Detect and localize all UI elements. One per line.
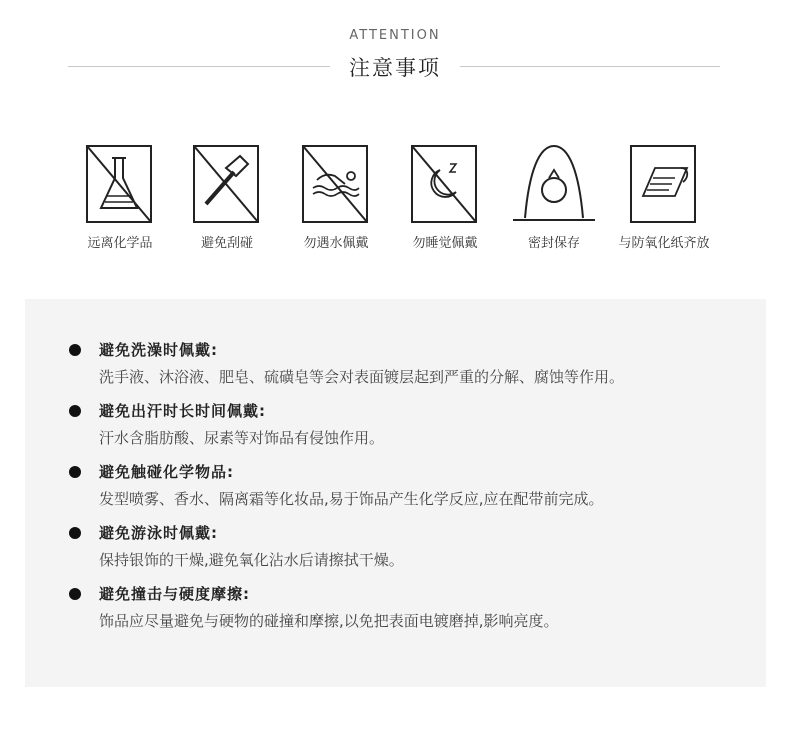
icon-label: 与防氧化纸齐放 [618,236,710,251]
paper-roll-icon [629,142,699,224]
bullet-icon [69,588,81,600]
icon-label: 远离化学品 [87,236,153,251]
note-item [69,461,749,509]
note-title: 避免撞击与硬度摩擦: [99,585,250,603]
note-title-wrap [69,339,749,361]
icon-label: 勿遇水佩戴 [303,236,369,251]
header-title-en: ATTENTION [349,28,441,43]
bullet-icon [69,344,81,356]
note-description: 饰品应尽量避免与硬物的碰撞和摩擦,以免把表面电镀磨掉,影响亮度。 [99,612,559,630]
swimmer-icon [301,142,371,224]
header-divider-right [460,66,720,67]
care-notes-panel [25,299,766,687]
ring-bag-icon [509,142,599,224]
note-item [69,583,749,631]
note-title-wrap [69,522,749,544]
note-title-wrap [69,400,749,422]
note-title: 避免洗澡时佩戴: [99,341,218,359]
note-description: 保持银饰的干燥,避免氧化沾水后请擦拭干燥。 [99,551,404,569]
note-title: 避免触碰化学物品: [99,463,234,481]
flask-icon [85,142,155,224]
icon-label: 勿睡觉佩戴 [412,236,478,251]
icon-label: 密封保存 [527,236,580,251]
note-title: 避免游泳时佩戴: [99,524,218,542]
note-title-wrap [69,461,749,483]
note-item [69,522,749,570]
hammer-icon [192,142,262,224]
icon-item-antioxidant-paper [599,142,729,251]
note-description: 洗手液、沐浴液、肥皂、硫磺皂等会对表面镀层起到严重的分解、腐蚀等作用。 [99,368,625,386]
note-item [69,339,749,387]
header-title-zh: 注意事项 [349,56,441,80]
bullet-icon [69,527,81,539]
note-title-wrap [69,583,749,605]
note-title: 避免出汗时长时间佩戴: [99,402,266,420]
bullet-icon [69,405,81,417]
bullet-icon [69,466,81,478]
care-icons-row [0,142,790,262]
note-description: 发型喷雾、香水、隔离霜等化妆品,易于饰品产生化学反应,应在配带前完成。 [99,490,604,508]
icon-label: 避免刮碰 [200,236,253,251]
sleep-moon-icon [410,142,480,224]
note-item [69,400,749,448]
note-description: 汗水含脂肪酸、尿素等对饰品有侵蚀作用。 [99,429,385,447]
